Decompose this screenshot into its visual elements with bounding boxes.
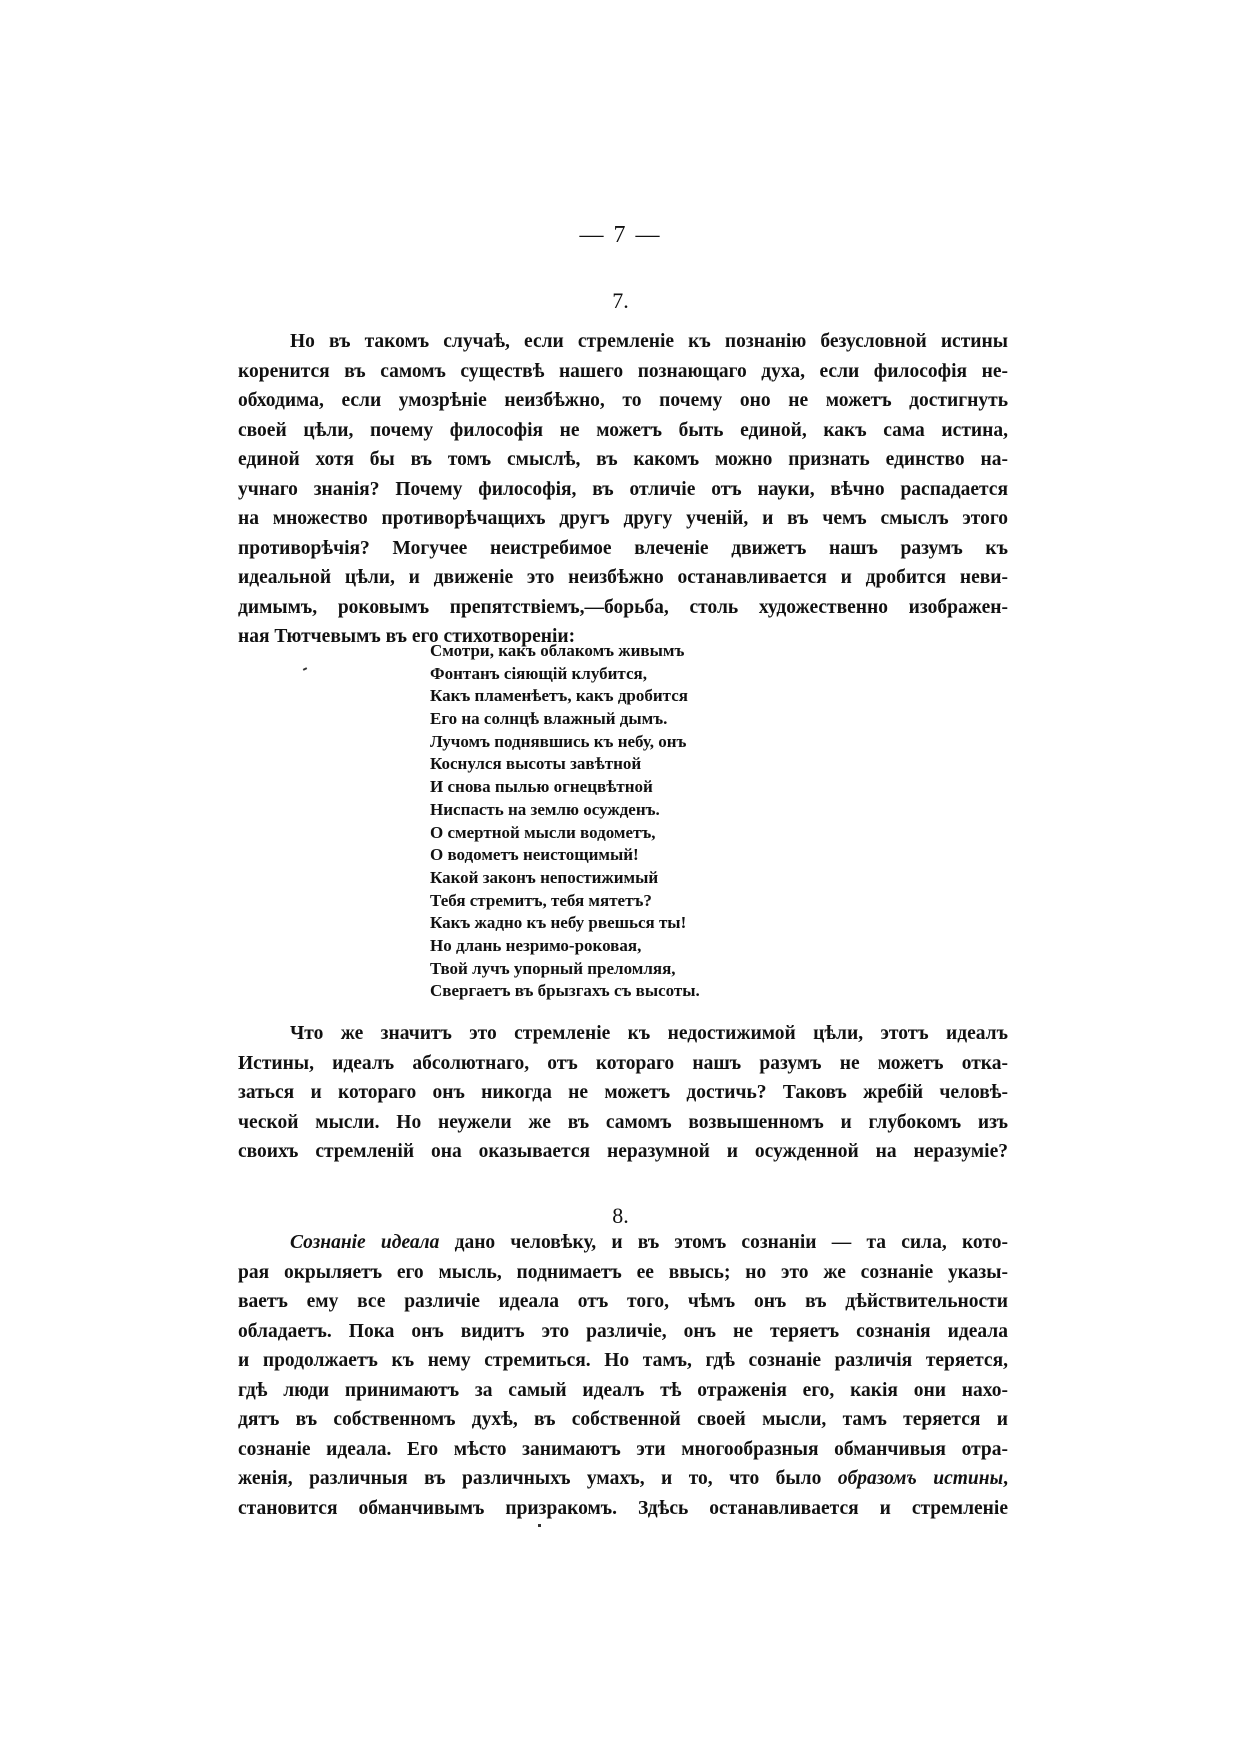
text-line: Что же значитъ это стремленіе къ недостижимой цѣли, этотъ идеалъ <box>290 1023 1008 1044</box>
text-line: единой хотя бы въ томъ смыслѣ, въ какомъ можно признать единство на- <box>238 449 1008 470</box>
poem-line: Свергаетъ въ брызгахъ съ высоты. <box>430 981 700 1001</box>
text-line: заться и котораго онъ никогда не можетъ достичь? Таковъ жребій человѣ- <box>238 1082 1008 1103</box>
text-line: ваетъ ему все различіе идеала отъ того, чѣмъ онъ въ дѣйствительности <box>238 1291 1008 1312</box>
text-line: идеальной цѣли, и движеніе это неизбѣжно останавливается и дробится неви- <box>238 567 1008 588</box>
text-line: становится обманчивымъ призракомъ. Здѣсь останавливается и стремленіе <box>238 1497 1008 1519</box>
section-7-paragraph-1 <box>238 327 1008 652</box>
poem-line: О смертной мысли водометъ, <box>430 822 656 842</box>
poem-line: И снова пылью огнецвѣтной <box>430 777 653 797</box>
section-heading-7: 7. <box>612 288 629 313</box>
poem-line: Фонтанъ сіяющій клубится, <box>430 663 647 683</box>
poem-line: Какъ жадно къ небу рвешься ты! <box>430 913 687 933</box>
section-8-paragraph-1 <box>238 1228 1008 1523</box>
poem-line: Какой законъ непостижимый <box>430 867 659 887</box>
italic-term: образомъ истины <box>837 1468 1004 1489</box>
text-line: ная Тютчевымъ въ его стихотвореніи: <box>238 626 576 647</box>
text-line: гдѣ люди принимаютъ за самый идеалъ тѣ отраженія его, какія они нахо- <box>238 1379 1008 1401</box>
poem-line: Коснулся высоты завѣтной <box>430 754 642 774</box>
poem-line: Его на солнцѣ влажный дымъ. <box>430 709 668 729</box>
text-line: на множество противорѣчащихъ другъ другу ученій, и въ чемъ смыслъ этого <box>238 508 1008 529</box>
text-line: ческой мысли. Но неужели же въ самомъ возвышенномъ и глубокомъ изъ <box>238 1111 1008 1133</box>
text-line: Но въ такомъ случаѣ, если стремленіе къ познанію безусловной истины <box>290 331 1008 352</box>
text-line: сознаніе идеала. Его мѣсто занимаютъ эти многообразныя обманчивыя отра- <box>238 1438 1008 1460</box>
text-run: , <box>1003 1468 1008 1489</box>
italic-term: Сознаніе идеала <box>290 1232 440 1253</box>
text-line: Истины, идеалъ абсолютнаго, отъ котораго нашъ разумъ не можетъ отка- <box>238 1052 1008 1074</box>
poem-tyutchev <box>430 640 790 1003</box>
text-line: рая окрыляетъ его мысль, поднимаетъ ее ввысь; но это же сознаніе указы- <box>238 1261 1008 1283</box>
poem-line: Какъ пламенѣетъ, какъ дробится <box>430 686 688 706</box>
text-line: и продолжаетъ къ нему стремиться. Но тамъ, гдѣ сознаніе различія теряется, <box>238 1350 1008 1371</box>
text-line: димымъ, роковымъ препятствіемъ,—борьба, столь художественно изображен- <box>238 596 1008 618</box>
poem-line: О водометъ неистощимый! <box>430 845 639 865</box>
text-line: дятъ въ собственномъ духѣ, въ собственной своей мысли, тамъ теряется и <box>238 1409 1008 1430</box>
text-line: коренится въ самомъ существѣ нашего познающаго духа, если философія не- <box>238 360 1008 382</box>
page-number: — 7 — <box>579 222 662 248</box>
text-line: противорѣчія? Могучее неистребимое влеченіе движетъ нашъ разумъ къ <box>238 537 1008 559</box>
section-7-paragraph-2 <box>238 1019 1008 1167</box>
text-line: своихъ стремленій она оказывается неразумной и осужденной на неразуміе? <box>238 1141 1008 1162</box>
text-line <box>238 1464 1008 1494</box>
text-run: женія, различныя въ различныхъ умахъ, и то, что было <box>238 1468 838 1489</box>
poem-line: Ниспасть на землю осужденъ. <box>430 799 660 819</box>
text-line: учнаго знанія? Почему философія, въ отличіе отъ науки, вѣчно распадается <box>238 478 1008 500</box>
poem-line: Но длань незримо-роковая, <box>430 935 642 955</box>
poem-line: Твой лучъ упорный преломляя, <box>430 958 676 978</box>
poem-line: Лучомъ поднявшись къ небу, онъ <box>430 731 687 751</box>
text-line <box>238 1228 1008 1258</box>
scan-speck <box>303 667 307 671</box>
poem-line: Смотри, какъ облакомъ живымъ <box>430 641 685 660</box>
text-line: обладаетъ. Пока онъ видитъ это различіе, онъ не теряетъ сознанія идеала <box>238 1320 1008 1342</box>
scan-speck <box>538 1524 541 1527</box>
text-run: дано человѣку, и въ этомъ сознаніи — та сила, кото- <box>439 1232 1008 1253</box>
poem-line: Тебя стремитъ, тебя мятетъ? <box>430 890 652 910</box>
section-heading-8: 8. <box>612 1203 629 1228</box>
text-line: своей цѣли, почему философія не можетъ быть единой, какъ сама истина, <box>238 419 1008 441</box>
text-line: обходима, если умозрѣніе неизбѣжно, то почему оно не можетъ достигнуть <box>238 390 1008 411</box>
